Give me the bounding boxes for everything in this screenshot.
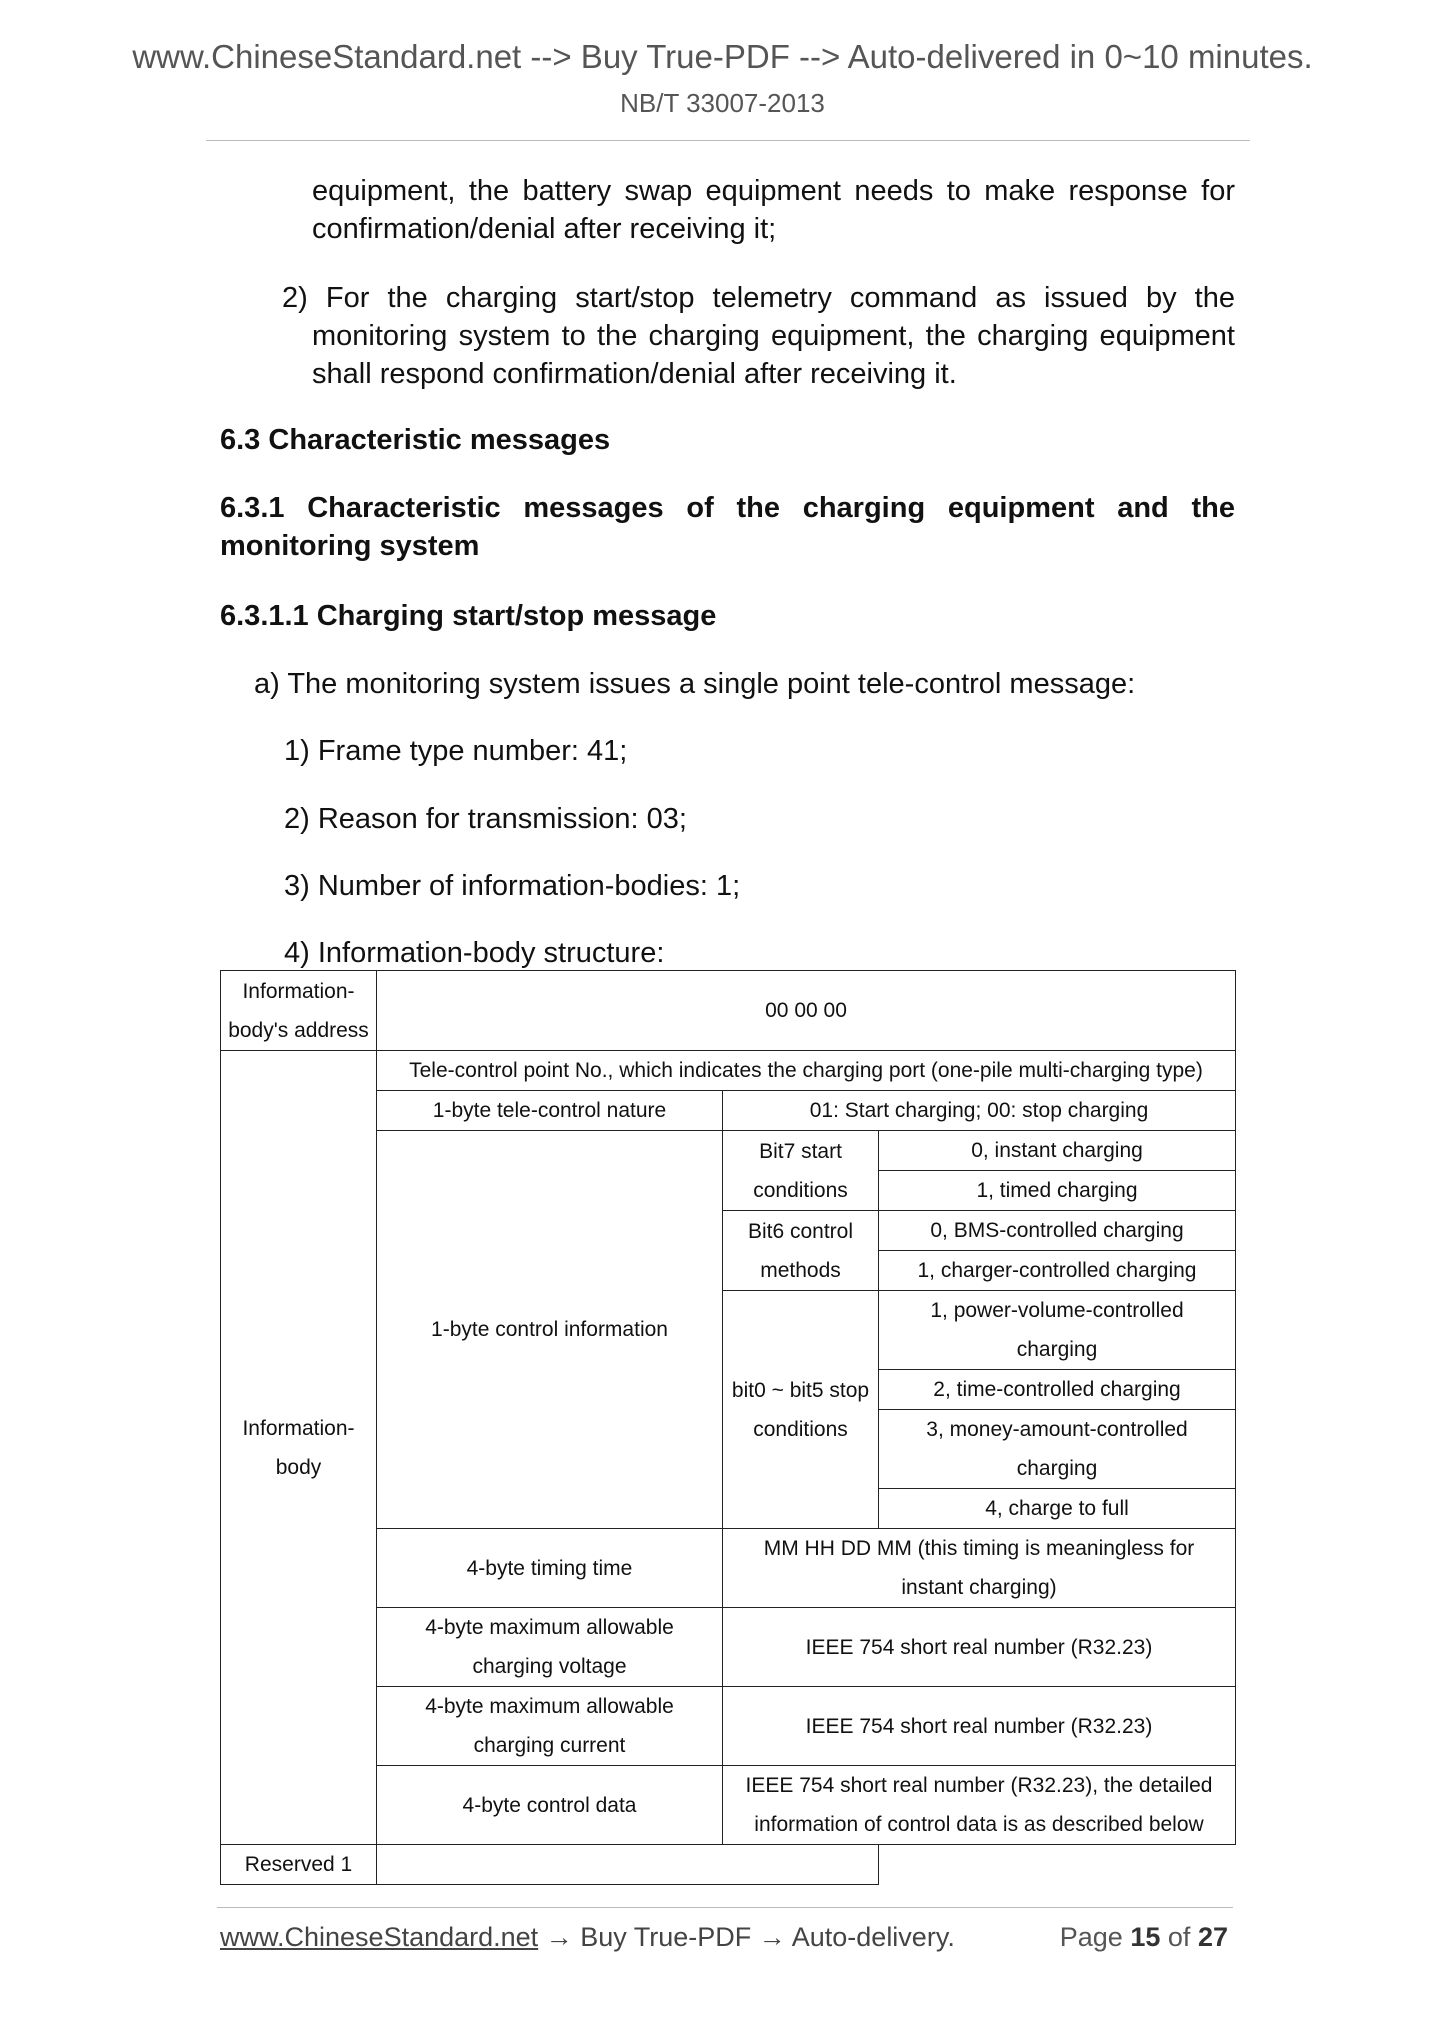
bit7-option-1-cell: 1, timed charging: [879, 1171, 1236, 1211]
telecontrol-point-cell: Tele-control point No., which indicates the charging port (one-pile multi-charging type): [377, 1051, 1236, 1091]
bit6-line-1: Bit6 control: [747, 1219, 854, 1243]
body-label-line-2: body: [275, 1455, 322, 1479]
bit05-line-1: bit0 ~ bit5 stop: [731, 1378, 870, 1402]
address-label-cell: [221, 971, 377, 1051]
nature-label-cell: 1-byte tele-control nature: [377, 1091, 723, 1131]
footer-tagline: → Buy True-PDF → Auto-delivery.: [538, 1922, 955, 1952]
bit05-option-4-cell: 4, charge to full: [879, 1489, 1236, 1529]
bit6-line-2: methods: [760, 1258, 841, 1282]
bit05-option-3-line-1: 3, money-amount-controlled: [926, 1418, 1188, 1441]
bit05-option-1-line-1: 1, power-volume-controlled: [930, 1299, 1184, 1322]
top-banner: www.ChineseStandard.net --> Buy True-PDF --> Auto-delivered in 0~10 minutes.: [132, 38, 1313, 75]
page-word: Page: [1059, 1922, 1123, 1952]
item-2-paragraph: [282, 279, 1235, 393]
bit05-option-1-line-2: charging: [1016, 1338, 1098, 1361]
footer-site-link[interactable]: www.ChineseStandard.net: [220, 1922, 539, 1952]
footer-divider: [217, 1907, 1233, 1908]
continuation-line-2: confirmation/denial after receiving it;: [312, 213, 777, 245]
sub-item-1: 1) Frame type number: 41;: [284, 735, 628, 767]
bit7-line-2: conditions: [753, 1178, 848, 1202]
address-value-cell: 00 00 00: [377, 971, 1236, 1051]
information-body-table: [220, 970, 1236, 1885]
page-current: 15: [1130, 1922, 1161, 1952]
item-2-line-2: monitoring system to the charging equipment, the charging equipment: [312, 320, 1235, 352]
body-label-cell: [221, 1051, 377, 1845]
bit05-cell: [723, 1291, 879, 1529]
reserved-value-cell: [377, 1845, 879, 1885]
page-total: 27: [1197, 1922, 1228, 1952]
control-data-value-cell: [723, 1766, 1236, 1845]
of-word: of: [1167, 1922, 1191, 1952]
timing-value-line-1: MM HH DD MM (this timing is meaningless for: [763, 1537, 1195, 1560]
control-info-label-cell: 1-byte control information: [377, 1131, 723, 1529]
bit05-option-2-cell: 2, time-controlled charging: [879, 1370, 1236, 1410]
heading-6-3-1: [220, 489, 1235, 565]
bit6-cell: [723, 1211, 879, 1291]
body-label-line-1: Information-: [242, 1416, 355, 1440]
table-row: [221, 1051, 1236, 1091]
timing-value-line-2: instant charging): [901, 1576, 1057, 1599]
table-row: [221, 971, 1236, 1051]
address-label-line-1: Information-: [242, 979, 355, 1003]
control-data-label-cell: 4-byte control data: [377, 1766, 723, 1845]
sub-item-3: 3) Number of information-bodies: 1;: [284, 870, 741, 902]
item-2-line-1: 2) For the charging start/stop telemetry command as issued by the: [282, 282, 1235, 314]
control-data-value-line-2: information of control data is as described below: [754, 1813, 1204, 1836]
item-a: a) The monitoring system issues a single point tele-control message:: [254, 668, 1136, 700]
current-value-cell: IEEE 754 short real number (R32.23): [723, 1687, 1236, 1766]
table-row: [221, 1845, 1236, 1885]
bit05-line-2: conditions: [753, 1417, 848, 1441]
item-2-line-3: shall respond confirmation/denial after receiving it.: [312, 358, 957, 390]
bit05-option-3-cell: [879, 1410, 1236, 1489]
page-indicator: [1060, 1922, 1228, 1953]
voltage-label-cell: [377, 1608, 723, 1687]
heading-6-3-1-1: 6.3.1.1 Charging start/stop message: [220, 600, 717, 632]
bit05-option-1-cell: [879, 1291, 1236, 1370]
footer-left: [220, 1922, 955, 1953]
bit05-option-3-line-2: charging: [1016, 1457, 1098, 1480]
nature-value-cell: 01: Start charging; 00: stop charging: [723, 1091, 1236, 1131]
bit6-option-1-cell: 1, charger-controlled charging: [879, 1251, 1236, 1291]
heading-6-3-1-line-1: 6.3.1 Characteristic messages of the charging equipment and the: [220, 492, 1235, 524]
standard-code: NB/T 33007-2013: [620, 88, 825, 118]
sub-item-4: 4) Information-body structure:: [284, 937, 665, 969]
control-data-value-line-1: IEEE 754 short real number (R32.23), the detailed: [745, 1774, 1213, 1797]
timing-label-cell: 4-byte timing time: [377, 1529, 723, 1608]
voltage-label-line-1: 4-byte maximum allowable: [425, 1616, 674, 1639]
bit7-line-1: Bit7 start: [759, 1139, 842, 1163]
timing-value-cell: [723, 1529, 1236, 1608]
sub-item-2: 2) Reason for transmission: 03;: [284, 803, 687, 835]
current-label-line-2: charging current: [473, 1734, 626, 1757]
heading-6-3: 6.3 Characteristic messages: [220, 424, 611, 456]
current-label-cell: [377, 1687, 723, 1766]
bit7-cell: [723, 1131, 879, 1211]
current-label-line-1: 4-byte maximum allowable: [425, 1695, 674, 1718]
bit6-option-0-cell: 0, BMS-controlled charging: [879, 1211, 1236, 1251]
header-divider: [206, 140, 1250, 141]
continuation-paragraph: [312, 172, 1235, 248]
continuation-line-1: equipment, the battery swap equipment needs to make response for: [312, 175, 1235, 207]
reserved-label-cell: Reserved 1: [221, 1845, 377, 1885]
heading-6-3-1-line-2: monitoring system: [220, 530, 480, 562]
bit7-option-0-cell: 0, instant charging: [879, 1131, 1236, 1171]
voltage-value-cell: IEEE 754 short real number (R32.23): [723, 1608, 1236, 1687]
voltage-label-line-2: charging voltage: [472, 1655, 627, 1678]
address-label-line-2: body's address: [228, 1018, 369, 1042]
